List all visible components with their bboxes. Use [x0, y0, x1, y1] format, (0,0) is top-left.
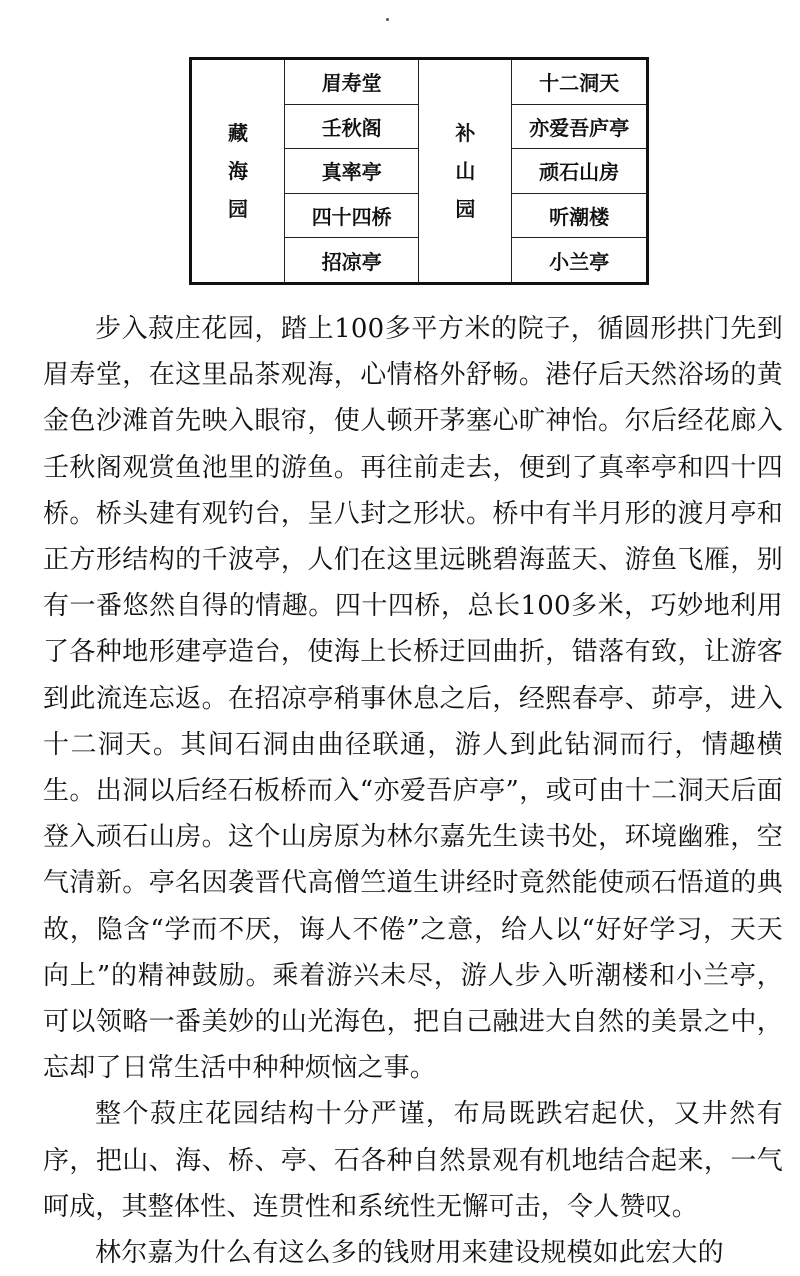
spot-cell: 顽石山房 — [512, 149, 648, 193]
spot-cell: 壬秋阁 — [284, 104, 419, 148]
spot-cell: 四十四桥 — [284, 193, 419, 237]
spot-cell: 听潮楼 — [512, 193, 648, 237]
spot-cell: 亦爱吾庐亭 — [512, 104, 648, 148]
garden-layout-table — [189, 57, 649, 285]
page-speck — [386, 18, 389, 21]
paragraph: 步入菽庄花园，踏上100多平方米的院子，循圆形拱门先到眉寿堂，在这里品茶观海，心情格外舒畅。港仔后天然浴场的黄金色沙滩首先映入眼帘，使人顿开茅塞心旷神怡。尔后经花廊入壬秋阁观赏鱼池里的游鱼。再往前走去，便到了真率亭和四十四桥。桥头建有观钓台，呈八封之形状。桥中有半月形的渡月亭和正方形结构的千波亭，人们在这里远眺碧海蓝天、游鱼飞雁，别有一番悠然自得的情趣。四十四桥，总长100多米，巧妙地利用了各种地形建亭造台，使海上长桥迂回曲折，错落有致，让游客到此流连忘返。在招凉亭稍事休息之后，经熙春亭、茆亭，进入十二洞天。其间石洞由曲径联通，游人到此钻洞而行，情趣横生。出洞以后经石板桥而入“亦爱吾庐亭”，或可由十二洞天后面登入顽石山房。这个山房原为林尔嘉先生读书处，环境幽雅，空气清新。亭名因袭晋代高僧竺道生讲经时竟然能使顽石悟道的典故，隐含“学而不厌，诲人不倦”之意，给人以“好好学习，天天向上”的精神鼓励。乘着游兴未尽，游人步入听潮楼和小兰亭，可以领略一番美妙的山光海色，把自己融进大自然的美景之中，忘却了日常生活中种种烦恼之事。 — [43, 314, 783, 1084]
garden-name-left — [191, 59, 285, 284]
paragraph: 林尔嘉为什么有这么多的钱财用来建设规模如此宏大的 — [95, 1238, 724, 1269]
garden-name-right-label: 补山园 — [455, 121, 476, 221]
spot-cell: 招凉亭 — [284, 238, 419, 284]
garden-name-right — [419, 59, 512, 284]
garden-name-left-label: 藏海园 — [227, 121, 248, 221]
spot-cell: 真率亭 — [284, 149, 419, 193]
body-text — [43, 306, 783, 1276]
spot-cell: 十二洞天 — [512, 59, 648, 105]
paragraph: 整个菽庄花园结构十分严谨，布局既跌宕起伏，又井然有序，把山、海、桥、亭、石各种自然景观有机地结合起来，一气呵成，其整体性、连贯性和系统性无懈可击，令人赞叹。 — [43, 1099, 783, 1222]
spot-cell: 眉寿堂 — [284, 59, 419, 105]
spot-cell: 小兰亭 — [512, 238, 648, 284]
